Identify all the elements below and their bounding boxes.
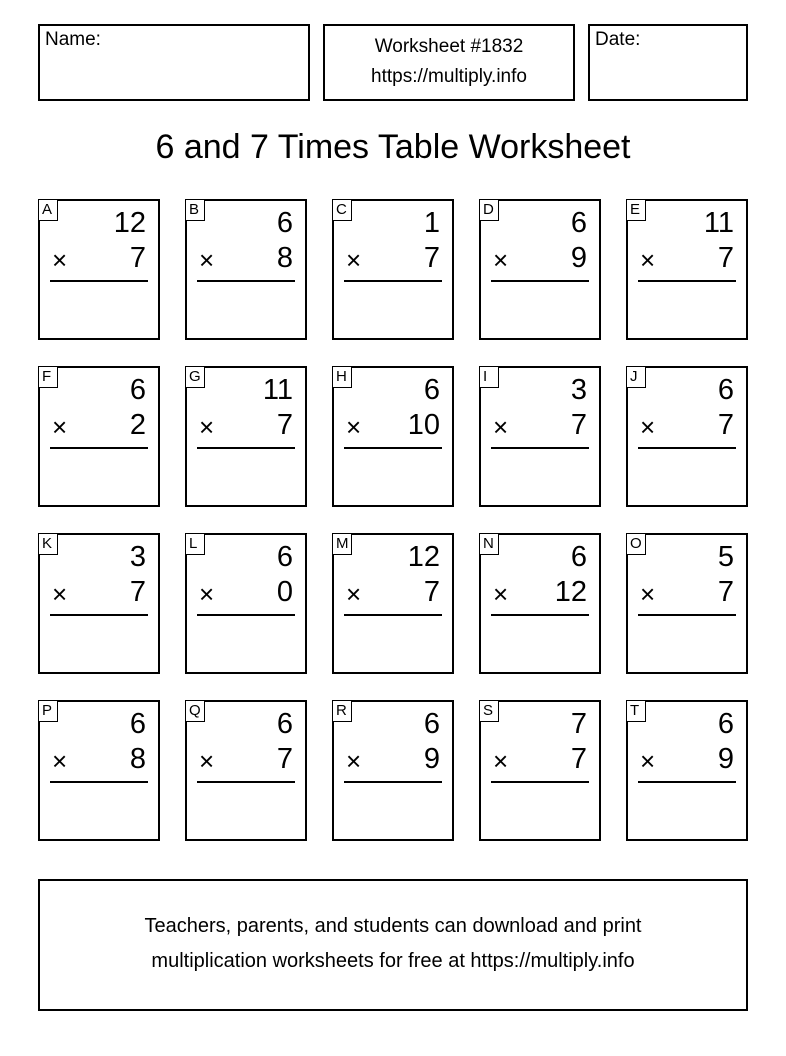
problem-letter: L [185,533,205,555]
problem-bottom-number: 8 [129,743,146,775]
problem-bottom-number: 7 [570,409,587,441]
problem-bottom-number: 0 [276,576,293,608]
times-sign-icon: × [346,245,362,275]
problem-top-number: 7 [570,708,587,740]
problem-letter: E [626,199,646,221]
problem-top-number: 6 [717,708,734,740]
problem-top-number: 6 [276,207,293,239]
page-title: 6 and 7 Times Table Worksheet [155,128,631,166]
problem-card[interactable] [332,366,454,507]
times-sign-icon: × [346,412,362,442]
times-sign-icon: × [640,245,656,275]
worksheet-id: Worksheet #1832 [374,36,524,57]
times-sign-icon: × [640,579,656,609]
problem-bottom-number: 7 [717,242,734,274]
problem-top-number: 6 [276,541,293,573]
problem-bottom-number: 7 [570,743,587,775]
problem-top-number: 6 [717,374,734,406]
problem-letter: C [332,199,352,221]
problem-letter: R [332,700,352,722]
problem-bottom-number: 8 [276,242,293,274]
times-sign-icon: × [199,412,215,442]
problem-card[interactable] [626,366,748,507]
problem-card[interactable] [479,366,601,507]
problem-card[interactable] [185,700,307,841]
problem-top-number: 6 [423,708,440,740]
problem-top-number: 12 [407,541,440,573]
problem-bottom-number: 7 [129,242,146,274]
date-field-box[interactable] [588,24,748,101]
times-sign-icon: × [493,746,509,776]
problem-bottom-number: 2 [129,409,146,441]
answer-line [197,447,295,449]
answer-line [197,280,295,282]
problem-bottom-number: 9 [570,242,587,274]
problem-top-number: 3 [129,541,146,573]
times-sign-icon: × [640,412,656,442]
problem-letter: O [626,533,646,555]
problem-letter: G [185,366,205,388]
problem-card[interactable] [185,366,307,507]
problem-top-number: 3 [570,374,587,406]
times-sign-icon: × [493,579,509,609]
times-sign-icon: × [199,579,215,609]
problem-letter: Q [185,700,205,722]
problem-letter: T [626,700,646,722]
problem-letter: I [479,366,499,388]
worksheet-info-box [323,24,575,101]
times-sign-icon: × [199,746,215,776]
problem-top-number: 6 [570,541,587,573]
problem-top-number: 6 [423,374,440,406]
problem-letter: H [332,366,352,388]
problem-letter: M [332,533,352,555]
answer-line [491,447,589,449]
answer-line [344,781,442,783]
problem-letter: S [479,700,499,722]
problem-bottom-number: 7 [129,576,146,608]
worksheet-url: https://multiply.info [371,66,527,87]
problem-top-number: 11 [703,207,734,239]
problem-top-number: 5 [717,541,734,573]
answer-line [491,280,589,282]
times-sign-icon: × [52,579,68,609]
answer-line [344,447,442,449]
problem-bottom-number: 9 [717,743,734,775]
times-sign-icon: × [52,412,68,442]
answer-line [197,781,295,783]
problem-card[interactable] [332,199,454,340]
problem-letter: D [479,199,499,221]
problem-top-number: 1 [423,207,440,239]
problem-top-number: 6 [129,374,146,406]
problem-letter: J [626,366,646,388]
times-sign-icon: × [346,746,362,776]
problem-card[interactable] [479,199,601,340]
answer-line [197,614,295,616]
problem-letter: N [479,533,499,555]
problem-bottom-number: 7 [717,576,734,608]
problem-bottom-number: 7 [276,409,293,441]
problem-card[interactable] [185,199,307,340]
answer-line [50,781,148,783]
problem-letter: K [38,533,58,555]
problem-bottom-number: 12 [554,576,587,608]
answer-line [50,280,148,282]
name-field-box[interactable] [38,24,310,101]
answer-line [638,781,736,783]
problem-top-number: 6 [276,708,293,740]
problem-bottom-number: 7 [717,409,734,441]
times-sign-icon: × [493,412,509,442]
answer-line [344,280,442,282]
problem-card[interactable] [332,533,454,674]
times-sign-icon: × [493,245,509,275]
answer-line [344,614,442,616]
problem-letter: B [185,199,205,221]
problem-bottom-number: 7 [423,576,440,608]
problem-card[interactable] [38,700,160,841]
problem-letter: P [38,700,58,722]
problem-card[interactable] [479,700,601,841]
problem-card[interactable] [479,533,601,674]
problem-top-number: 12 [113,207,146,239]
answer-line [491,781,589,783]
problem-bottom-number: 9 [423,743,440,775]
problem-bottom-number: 7 [276,743,293,775]
problem-card[interactable] [626,199,748,340]
name-label: Name: [45,29,101,50]
problem-bottom-number: 10 [407,409,440,441]
date-label: Date: [595,29,641,50]
times-sign-icon: × [199,245,215,275]
problem-top-number: 6 [570,207,587,239]
problem-bottom-number: 7 [423,242,440,274]
problem-letter: F [38,366,58,388]
problem-card[interactable] [332,700,454,841]
times-sign-icon: × [52,245,68,275]
times-sign-icon: × [346,579,362,609]
times-sign-icon: × [52,746,68,776]
problem-card[interactable] [185,533,307,674]
answer-line [638,447,736,449]
problem-card[interactable] [38,533,160,674]
answer-line [50,447,148,449]
problem-card[interactable] [626,533,748,674]
problem-card[interactable] [38,366,160,507]
problem-letter: A [38,199,58,221]
footer-box [38,879,748,1011]
footer-line-2: multiplication worksheets for free at https://multiply.info [151,950,635,972]
answer-line [50,614,148,616]
problem-card[interactable] [38,199,160,340]
problem-top-number: 6 [129,708,146,740]
times-sign-icon: × [640,746,656,776]
answer-line [491,614,589,616]
problem-card[interactable] [626,700,748,841]
footer-line-1: Teachers, parents, and students can download and print [144,915,642,937]
problem-top-number: 11 [262,374,293,406]
answer-line [638,280,736,282]
answer-line [638,614,736,616]
